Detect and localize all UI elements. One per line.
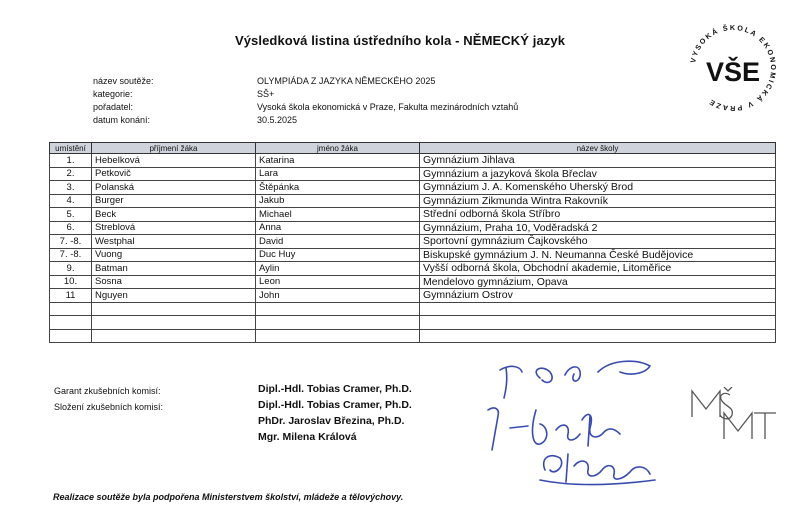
table-row (50, 221, 776, 235)
cell-firstname: Lara (256, 167, 420, 181)
cell-school: Gymnázium a jazyková škola Břeclav (420, 167, 776, 181)
vse-logo (683, 18, 783, 118)
col-header-rank: umístění (50, 143, 92, 154)
cell-rank: 2. (50, 167, 92, 181)
cell-surname: Polanská (92, 181, 256, 195)
cell-school: Gymnázium Jihlava (420, 154, 776, 168)
handwritten-signatures (470, 350, 700, 500)
cell-school (420, 316, 776, 330)
logo-ring-text: VYSOKÁ ŠKOLA EKONOMICKÁ V PRAZE (688, 22, 779, 114)
col-header-surname: příjmení žáka (92, 143, 256, 154)
table-row (50, 248, 776, 262)
table-row (50, 235, 776, 249)
table-header-row (50, 143, 776, 154)
info-row-category (93, 88, 518, 101)
cell-rank (50, 316, 92, 330)
info-key: název soutěže: (93, 76, 154, 86)
cell-firstname: Duc Huy (256, 248, 420, 262)
info-value: SŠ+ (257, 89, 275, 99)
garant-name: Dipl.-Hdl. Tobias Cramer, Ph.D. (258, 383, 412, 395)
table-row (50, 302, 776, 316)
cell-rank: 11 (50, 289, 92, 303)
info-row-organizer (93, 101, 518, 114)
info-key: pořadatel: (93, 102, 134, 112)
cell-school (420, 302, 776, 316)
table-row (50, 181, 776, 195)
info-value: Vysoká škola ekonomická v Praze, Fakulta mezinárodních vztahů (257, 102, 519, 112)
cell-firstname: David (256, 235, 420, 249)
cell-surname: Petkovič (92, 167, 256, 181)
cell-firstname: John (256, 289, 420, 303)
table-row (50, 208, 776, 222)
cell-surname: Hebelková (92, 154, 256, 168)
table-row (50, 194, 776, 208)
cell-rank: 4. (50, 194, 92, 208)
cell-surname: Batman (92, 262, 256, 276)
cell-firstname: Leon (256, 275, 420, 289)
cell-surname: Nguyen (92, 289, 256, 303)
committee-labels (54, 383, 163, 415)
logo-mark: VŠE (705, 57, 761, 87)
info-value: OLYMPIÁDA Z JAZYKA NĚMECKÉHO 2025 (257, 76, 436, 86)
results-table (49, 142, 776, 343)
cell-school: Vyšší odborná škola, Obchodní akademie, Litoměřice (420, 262, 776, 276)
cell-rank (50, 329, 92, 343)
cell-school (420, 329, 776, 343)
cell-rank: 5. (50, 208, 92, 222)
cell-school: Sportovní gymnázium Čajkovského (420, 235, 776, 249)
cell-rank: 9. (50, 262, 92, 276)
table-row (50, 154, 776, 168)
cell-surname: Beck (92, 208, 256, 222)
cell-school: Mendelovo gymnázium, Opava (420, 275, 776, 289)
cell-school: Gymnázium J. A. Komenského Uherský Brod (420, 181, 776, 195)
cell-surname: Burger (92, 194, 256, 208)
cell-surname (92, 302, 256, 316)
cell-firstname (256, 316, 420, 330)
info-row-date (93, 114, 518, 127)
cell-firstname: Jakub (256, 194, 420, 208)
member-name: PhDr. Jaroslav Březina, Ph.D. (258, 415, 405, 427)
cell-school: Gymnázium, Praha 10, Voděradská 2 (420, 221, 776, 235)
footer-note: Realizace soutěže byla podpořena Ministerstvem školství, mládeže a tělovýchovy. (53, 492, 404, 502)
col-header-school: název školy (420, 143, 776, 154)
info-value: 30.5.2025 (257, 115, 298, 125)
cell-rank: 10. (50, 275, 92, 289)
cell-rank: 7. -8. (50, 235, 92, 249)
member-name: Mgr. Milena Králová (258, 431, 357, 443)
cell-school: Gymnázium Zikmunda Wintra Rakovník (420, 194, 776, 208)
cell-school: Biskupské gymnázium J. N. Neumanna České Budějovice (420, 248, 776, 262)
table-row (50, 167, 776, 181)
info-key: kategorie: (93, 89, 133, 99)
garant-label: Garant zkušebních komisí: (54, 386, 161, 396)
committee-label: Složení zkušebních komisí: (54, 402, 164, 412)
table-row (50, 262, 776, 276)
competition-info (93, 75, 518, 127)
msmt-logo (688, 387, 778, 443)
table-row (50, 289, 776, 303)
cell-surname (92, 316, 256, 330)
cell-firstname: Katarina (256, 154, 420, 168)
cell-school: Střední odborná škola Stříbro (420, 208, 776, 222)
cell-rank (50, 302, 92, 316)
cell-rank: 3. (50, 181, 92, 195)
table-row (50, 275, 776, 289)
cell-firstname (256, 302, 420, 316)
cell-surname (92, 329, 256, 343)
cell-firstname (256, 329, 420, 343)
cell-rank: 7. -8. (50, 248, 92, 262)
col-header-firstname: jméno žáka (256, 143, 420, 154)
cell-surname: Streblová (92, 221, 256, 235)
table-row (50, 316, 776, 330)
cell-firstname: Štěpánka (256, 181, 420, 195)
cell-school: Gymnázium Ostrov (420, 289, 776, 303)
cell-surname: Vuong (92, 248, 256, 262)
cell-rank: 6. (50, 221, 92, 235)
member-name: Dipl.-Hdl. Tobias Cramer, Ph.D. (258, 399, 412, 411)
info-row-competition (93, 75, 518, 88)
cell-surname: Sosna (92, 275, 256, 289)
committee-names (258, 381, 412, 445)
msmt-logo-text: MŠMT (688, 387, 691, 388)
cell-surname: Westphal (92, 235, 256, 249)
cell-firstname: Michael (256, 208, 420, 222)
cell-firstname: Anna (256, 221, 420, 235)
table-row (50, 329, 776, 343)
cell-rank: 1. (50, 154, 92, 168)
cell-firstname: Aylin (256, 262, 420, 276)
page-title: Výsledková listina ústředního kola - NĚMECKÝ jazyk (234, 33, 566, 48)
info-key: datum konání: (93, 115, 151, 125)
